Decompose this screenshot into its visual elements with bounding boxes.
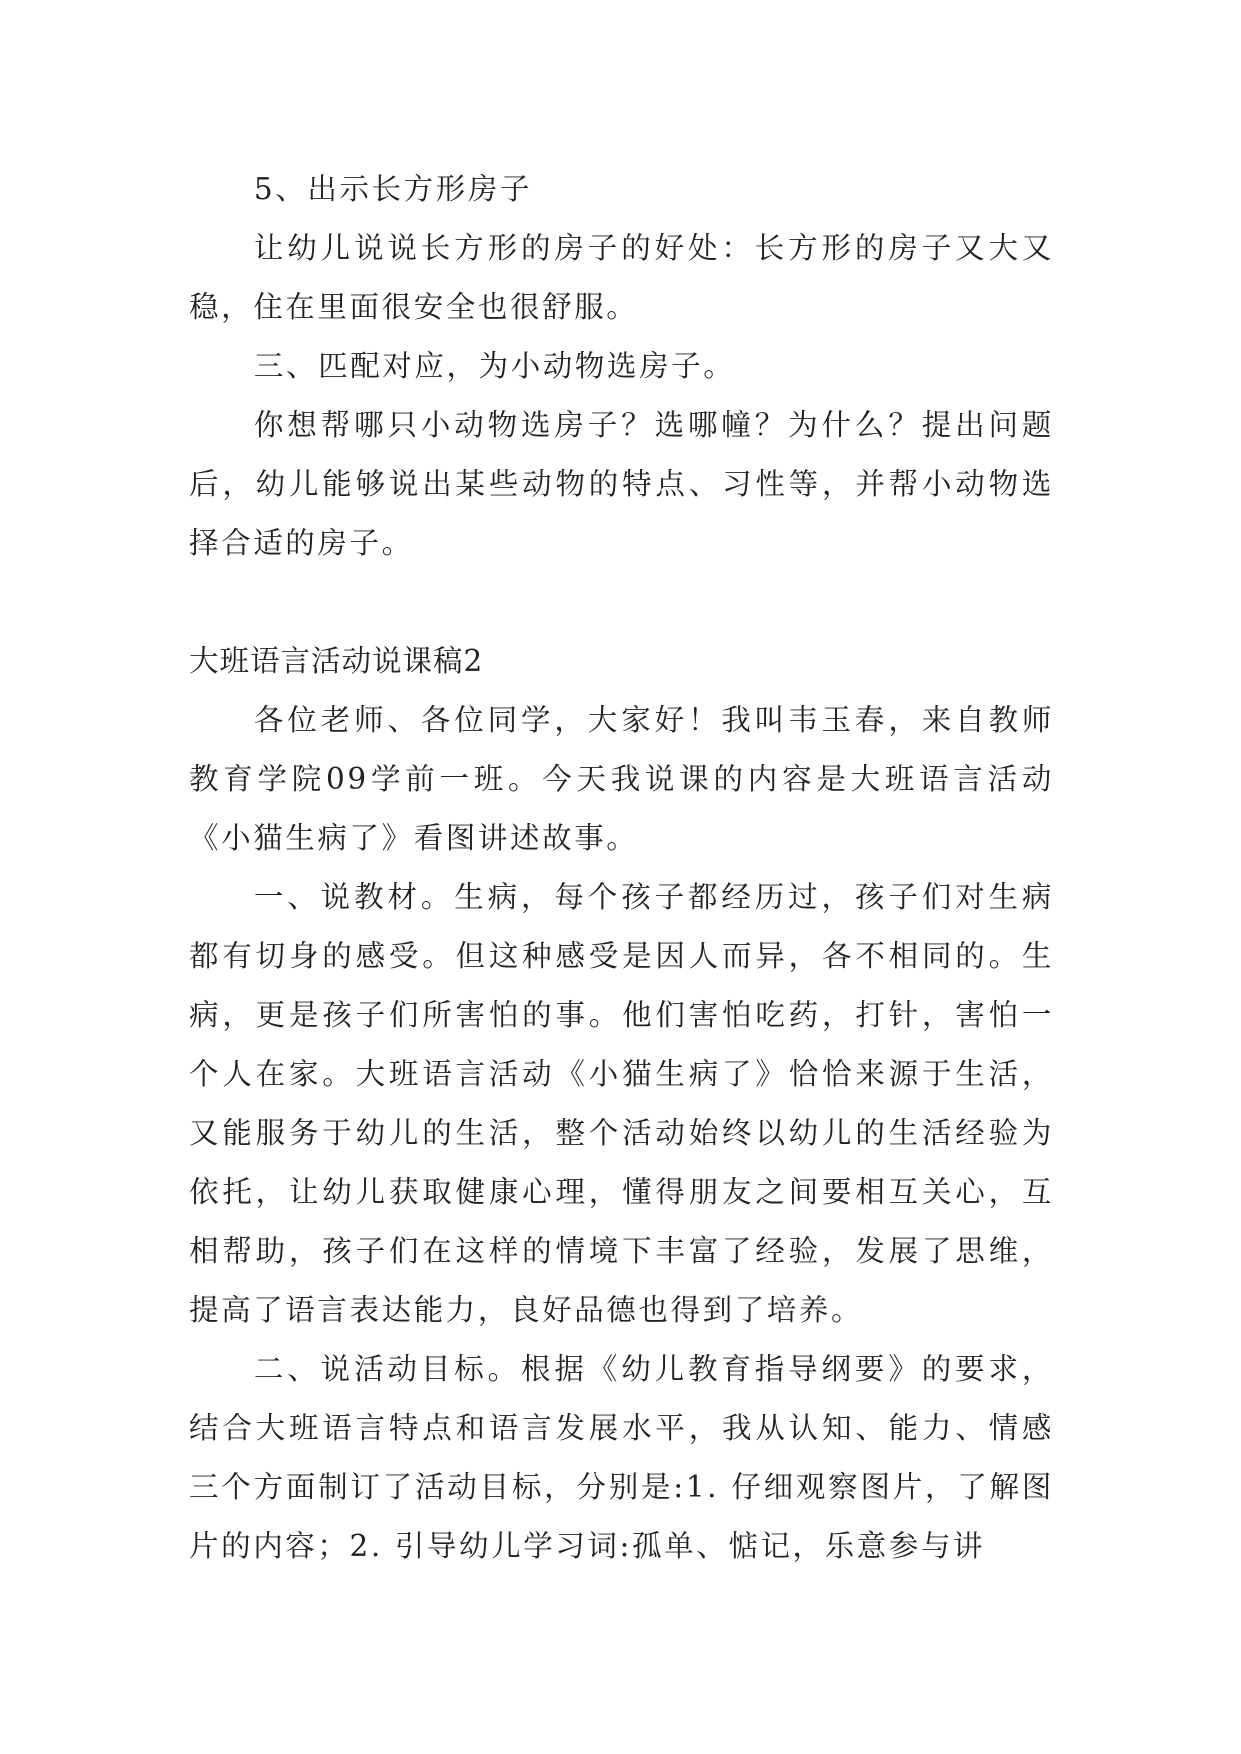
document-title: 大班语言活动说课稿2 bbox=[189, 644, 484, 678]
paragraph: 让幼儿说说长方形的房子的好处：长方形的房子又大又稳，住在里面很安全也很舒服。 bbox=[189, 231, 1054, 324]
section-heading: 三、匹配对应，为小动物选房子。 bbox=[253, 349, 736, 383]
paragraph: 各位老师、各位同学，大家好！我叫韦玉春，来自教师教育学院09学前一班。今天我说课的内容是大班语言活动《小猫生病了》看图讲述故事。 bbox=[189, 703, 1054, 855]
paragraph: 二、说活动目标。根据《幼儿教育指导纲要》的要求，结合大班语言特点和语言发展水平，我从认知、能力、情感三个方面制订了活动目标，分别是:1. 仔细观察图片，了解图片的内容；2. 引导幼儿学习词:孤单、惦记，乐意参与讲 bbox=[189, 1352, 1054, 1563]
blank-line bbox=[189, 573, 1054, 632]
document-body bbox=[189, 160, 1054, 1576]
paragraph: 一、说教材。生病，每个孩子都经历过，孩子们对生病都有切身的感受。但这种感受是因人而异，各不相同的。生病，更是孩子们所害怕的事。他们害怕吃药，打针，害怕一个人在家。大班语言活动《小猫生病了》恰恰来源于生活，又能服务于幼儿的生活，整个活动始终以幼儿的生活经验为依托，让幼儿获取健康心理，懂得朋友之间要相互关心，互相帮助，孩子们在这样的情境下丰富了经验，发展了思维，提高了语言表达能力，良好品德也得到了培养。 bbox=[189, 880, 1054, 1327]
paragraph: 你想帮哪只小动物选房子？选哪幢？为什么？提出问题后，幼儿能够说出某些动物的特点、习性等，并帮小动物选择合适的房子。 bbox=[189, 408, 1054, 560]
step-heading: 5、出示长方形房子 bbox=[253, 172, 533, 206]
